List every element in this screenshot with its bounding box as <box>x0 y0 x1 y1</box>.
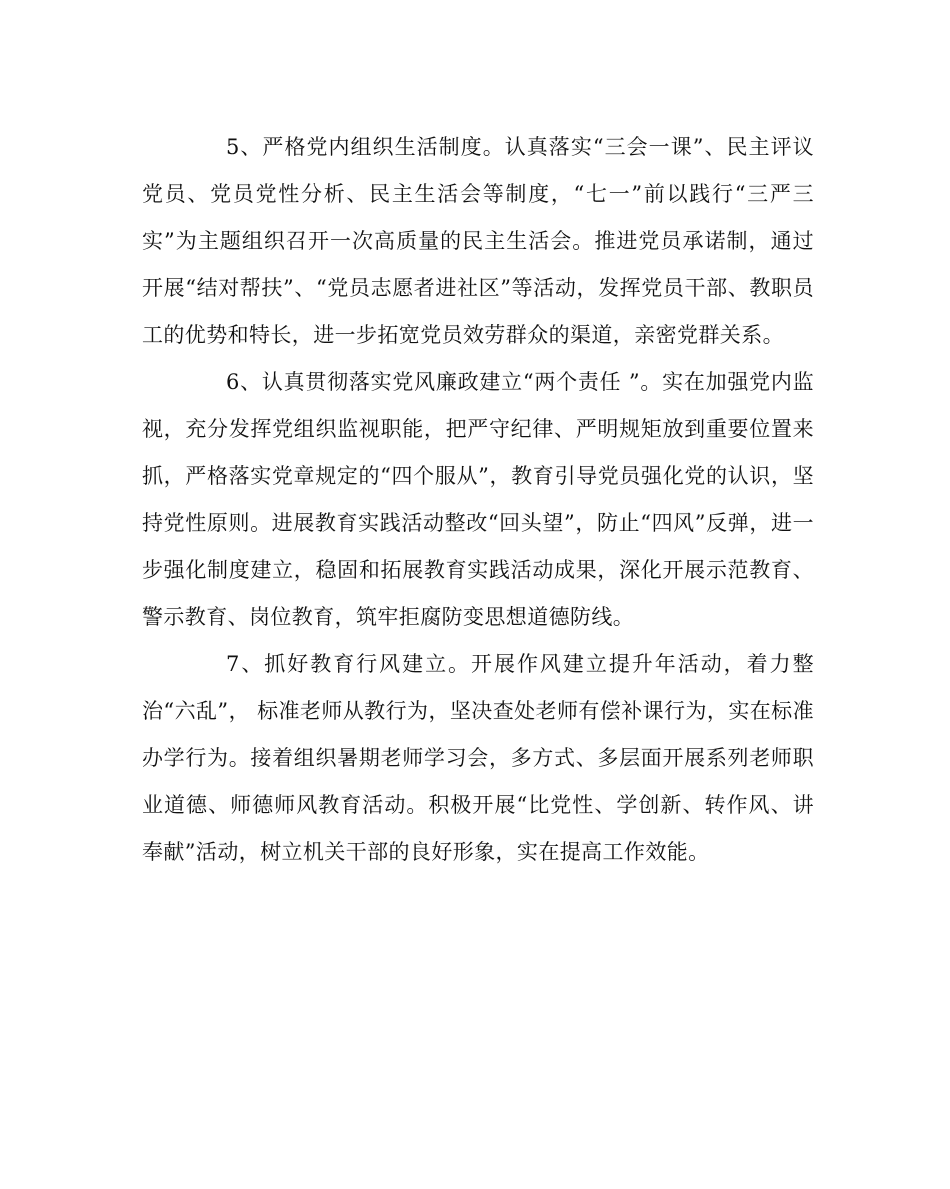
paragraph-5: 5、严格党内组织生活制度。认真落实“三会一课”、民主评议党员、党员党性分析、民主生活会等制度，“七一”前以践行“三严三实”为主题组织召开一次高质量的民主生活会。推进党员承诺制，通过开展“结对帮扶”、“党员志愿者进社区”等活动，发挥党员干部、教职员工的优势和特长，进一步拓宽党员效劳群众的渠道，亲密党群关系。 <box>142 135 814 347</box>
document-body <box>142 124 814 876</box>
paragraph-6: 6、认真贯彻落实党风廉政建立“两个责任 ”。实在加强党内监视，充分发挥党组织监视职能，把严守纪律、严明规矩放到重要位置来抓，严格落实党章规定的“四个服从”，教育引导党员强化党的认识，坚持党性原则。进展教育实践活动整改“回头望”，防止“四风”反弹，进一步强化制度建立，稳固和拓展教育实践活动成果，深化开展示范教育、警示教育、岗位教育，筑牢拒腐防变思想道德防线。 <box>142 370 814 629</box>
paragraph-7: 7、抓好教育行风建立。开展作风建立提升年活动，着力整治“六乱”， 标准老师从教行为，坚决查处老师有偿补课行为，实在标准办学行为。接着组织暑期老师学习会，多方式、多层面开展系列老师职业道德、师德师风教育活动。积极开展“比党性、学创新、转作风、讲奉献”活动，树立机关干部的良好形象，实在提高工作效能。 <box>142 652 814 864</box>
